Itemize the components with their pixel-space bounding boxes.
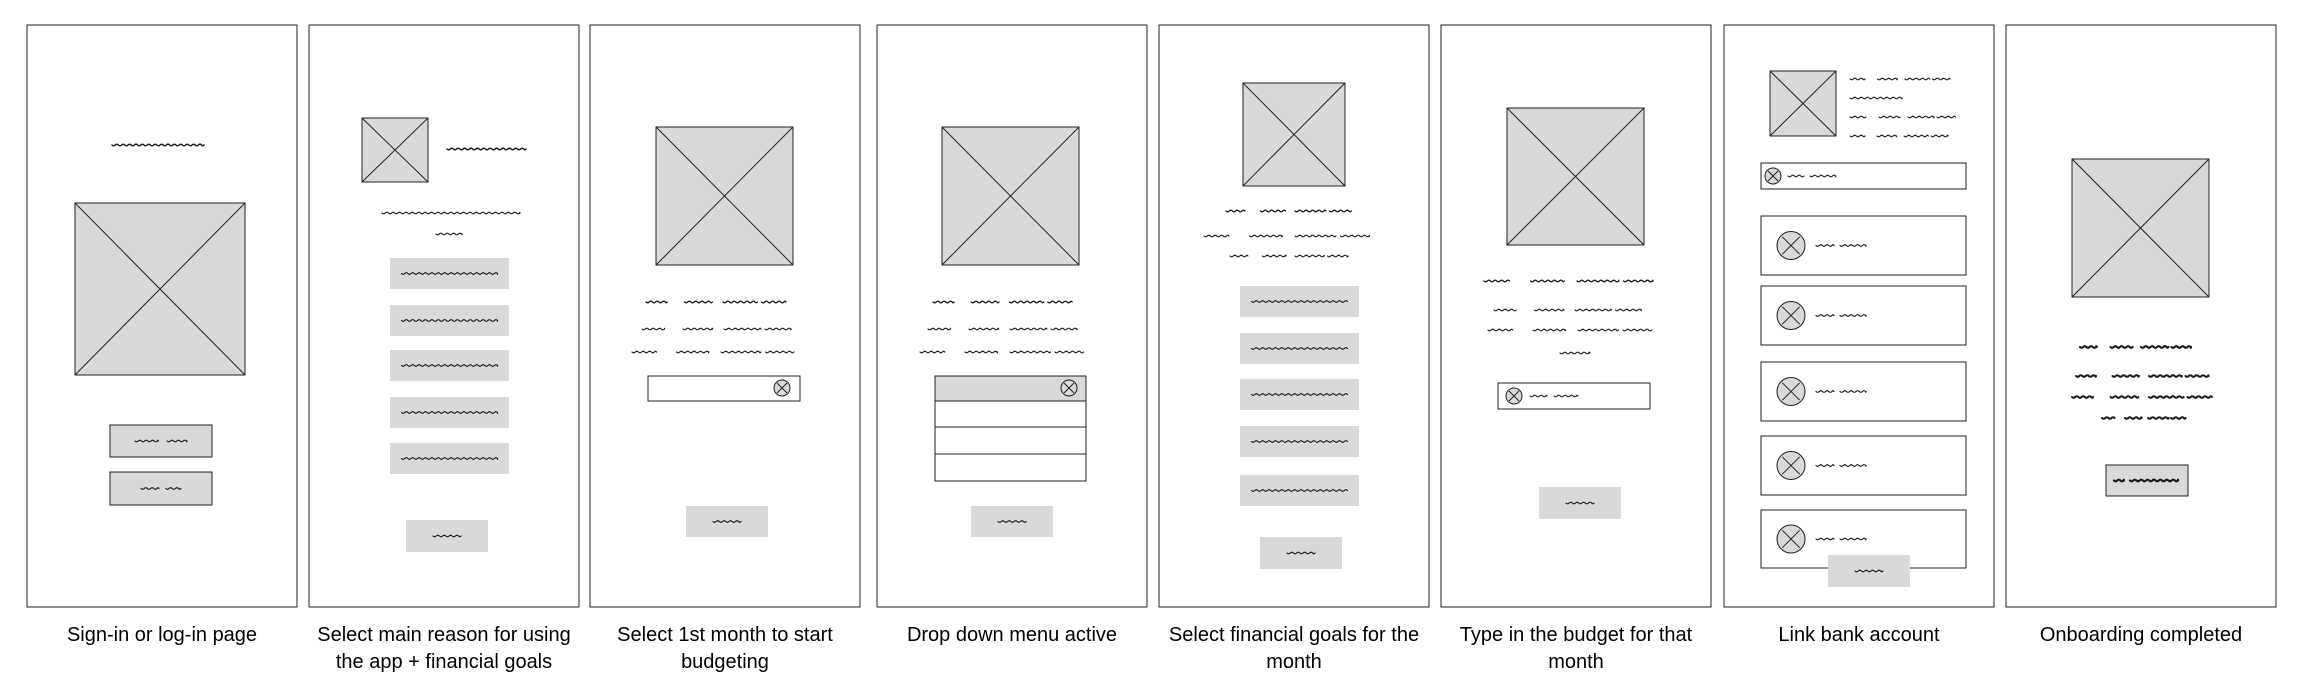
screen-frame <box>2006 25 2276 607</box>
caption-link-bank: Link bank account <box>1778 624 1940 646</box>
dropdown-option[interactable] <box>935 401 1086 428</box>
next-button[interactable] <box>1828 555 1910 587</box>
next-button[interactable] <box>686 506 768 537</box>
placeholder-text-line <box>2113 375 2139 377</box>
button[interactable] <box>110 472 212 505</box>
placeholder-text-line <box>2141 346 2168 348</box>
caption-sign-in: Sign-in or log-in page <box>66 624 258 646</box>
caption-budget: Type in the budget for that month <box>1459 624 1693 673</box>
caption-first-month: Select 1st month to start budgeting <box>617 624 833 673</box>
next-button[interactable] <box>1260 537 1342 569</box>
caption-financial-goals: Select financial goals for the month <box>1168 624 1420 673</box>
caption-onboarding-done: Onboarding completed <box>2039 624 2243 646</box>
caption-main-reason: Select main reason for using the app + financial goals <box>317 624 571 673</box>
placeholder-text-line <box>2172 346 2191 348</box>
dropdown-option[interactable] <box>935 454 1086 481</box>
next-button[interactable] <box>971 506 1053 537</box>
caption-dropdown: Drop down menu active <box>906 624 1118 646</box>
button[interactable] <box>110 425 212 457</box>
next-button[interactable] <box>406 520 488 552</box>
placeholder-text-line <box>1226 210 1245 212</box>
next-button[interactable] <box>1539 487 1621 519</box>
dropdown-option[interactable] <box>935 427 1086 454</box>
